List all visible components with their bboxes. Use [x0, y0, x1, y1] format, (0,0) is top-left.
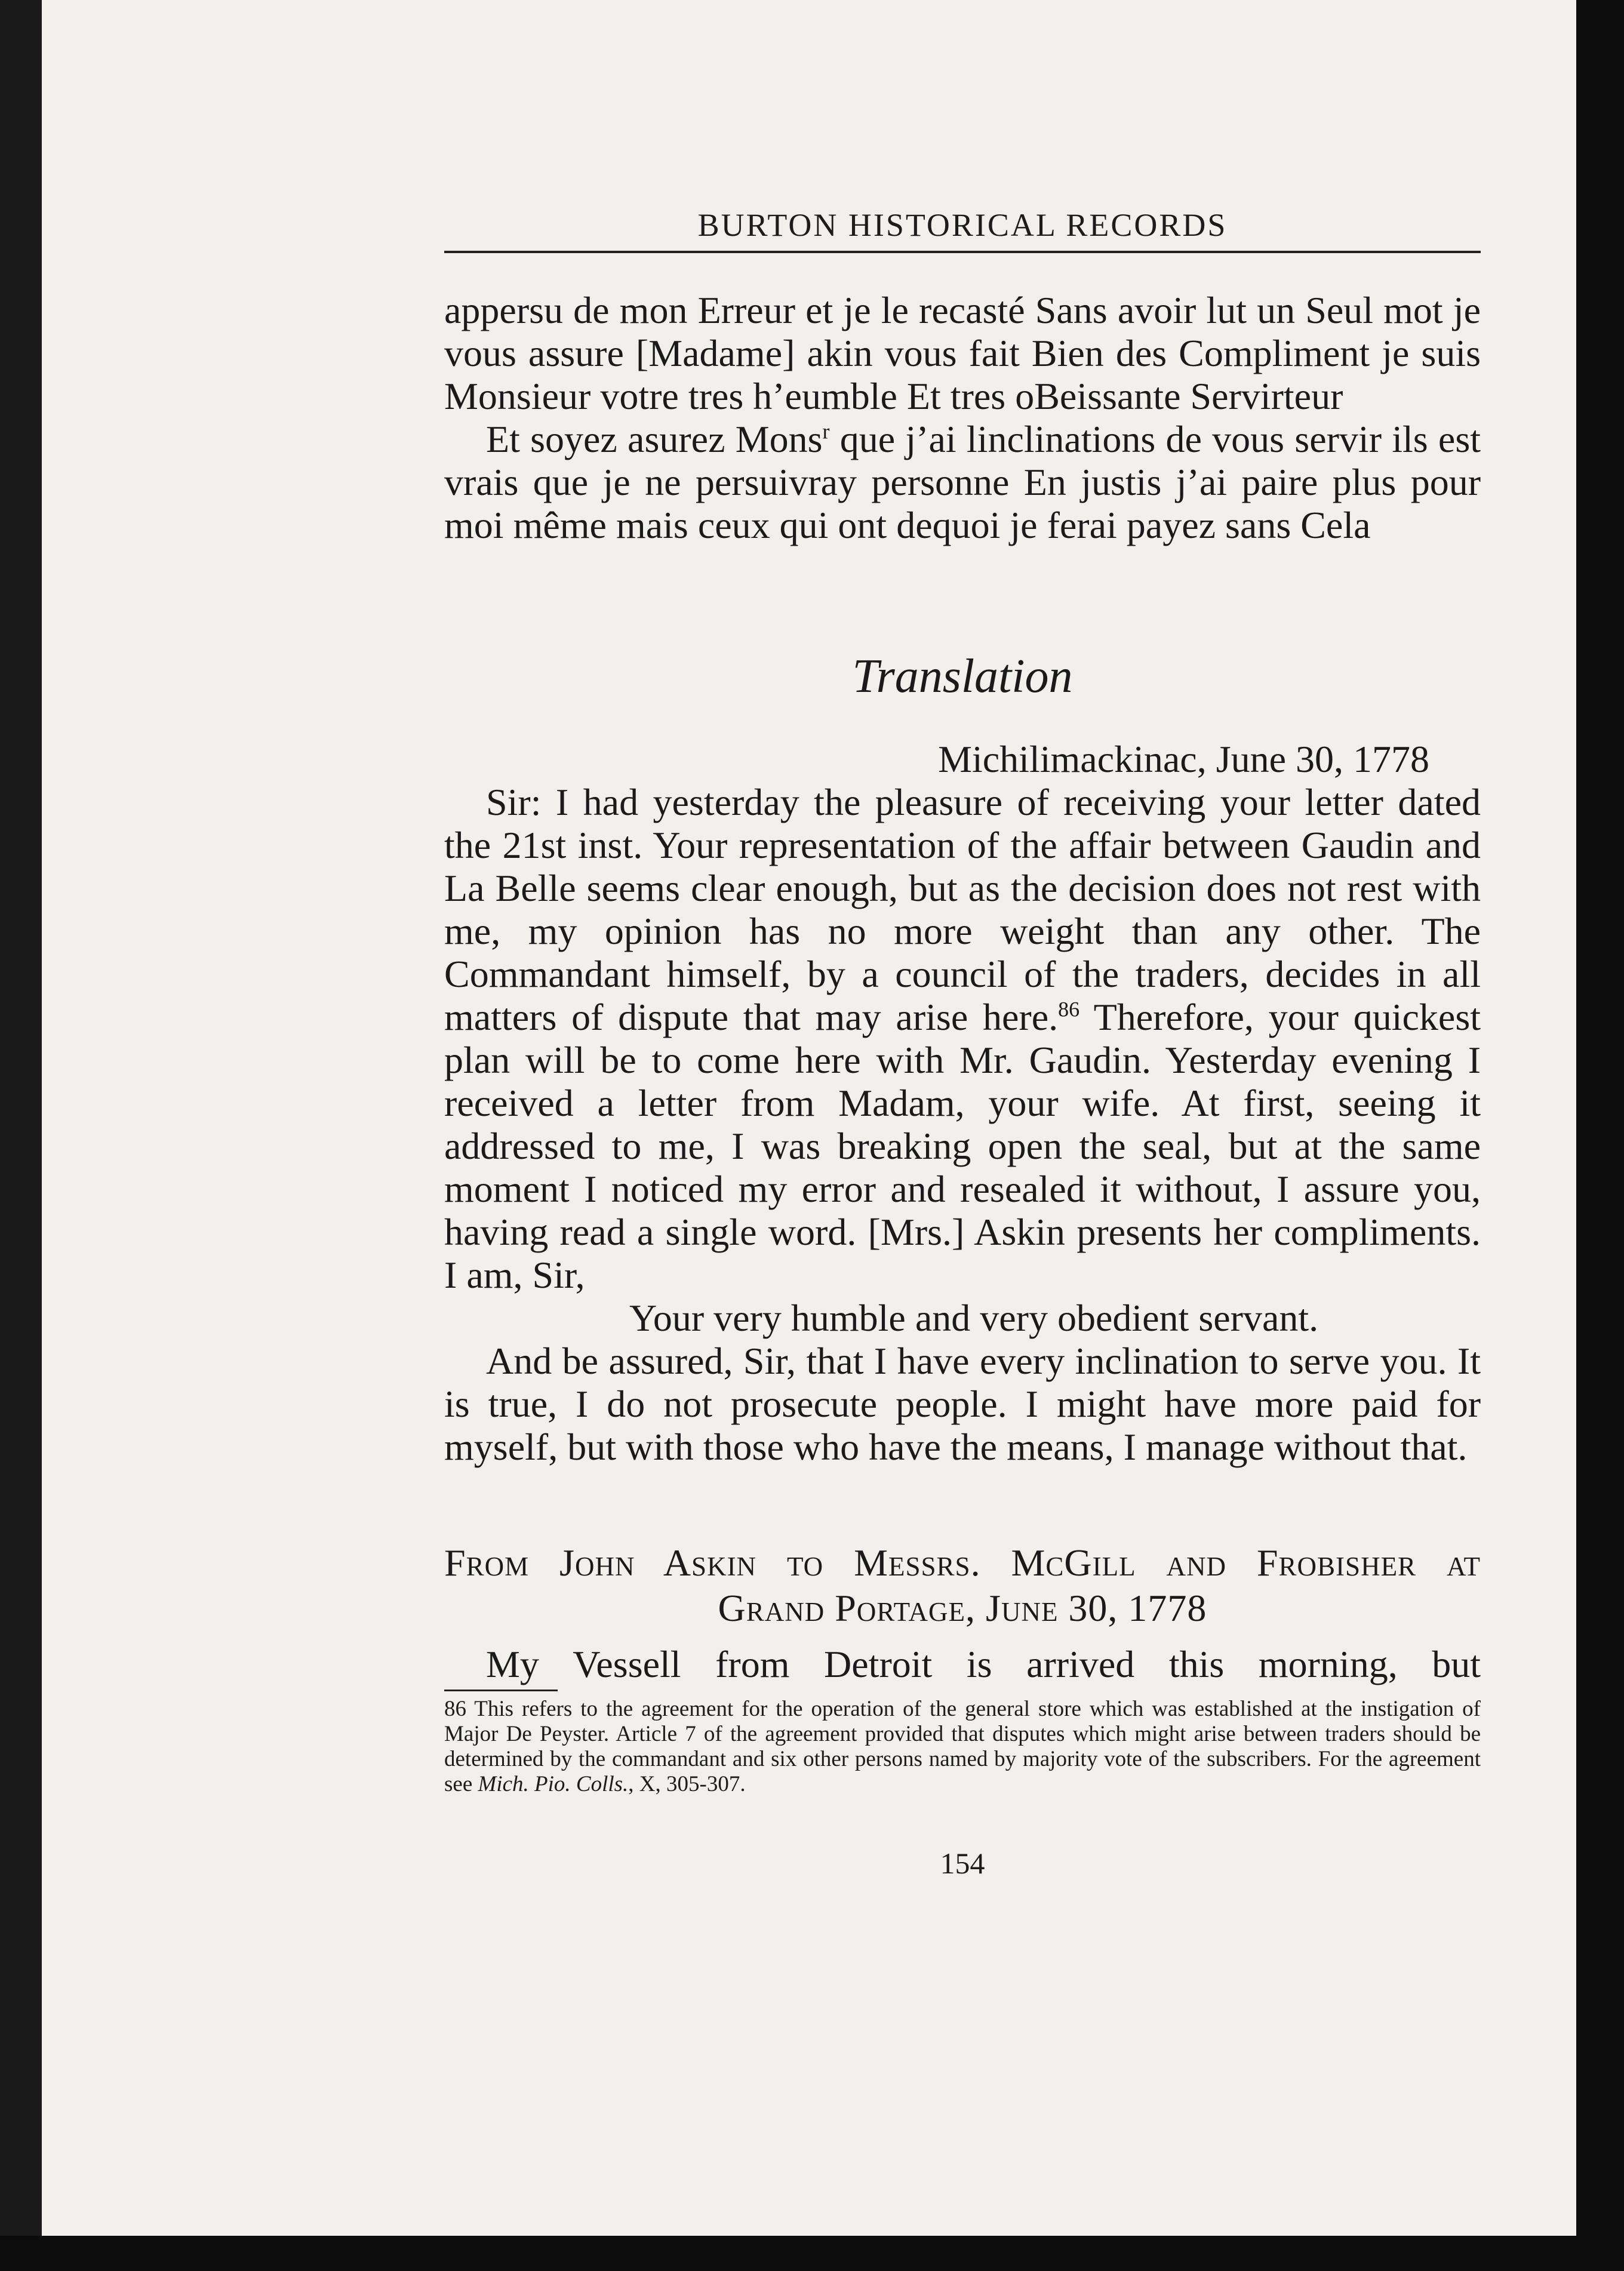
running-head: BURTON HISTORICAL RECORDS	[697, 207, 1228, 243]
footnote-text-b: , X, 305-307.	[628, 1772, 746, 1796]
next-letter-block	[444, 1643, 1481, 1686]
page-number: 154	[940, 1847, 985, 1880]
letter-postscript: And be assured, Sir, that I have every inclination to serve you. It is true, I do not prosecute people. I might have more paid for myself, but with those who have the means, I manage without that.	[444, 1340, 1481, 1468]
footnote-rule	[444, 1690, 558, 1691]
footnote-citation: Mich. Pio. Colls.	[478, 1772, 629, 1796]
letter-body	[444, 781, 1481, 1297]
section-heading-line-2: Grand Portage, June 30, 1778	[718, 1587, 1207, 1629]
french-text-block	[444, 289, 1481, 547]
scan-bottom-border	[0, 2236, 1624, 2271]
scan-right-border	[1576, 0, 1624, 2271]
translation-block	[444, 738, 1481, 1469]
letter-closing: Your very humble and very obedient servant.	[629, 1297, 1319, 1339]
letter-dateline: Michilimackinac, June 30, 1778	[938, 738, 1429, 780]
scan-left-border	[0, 0, 42, 2271]
letter-body-part-b: Therefore, your quickest plan will be to come here with Mr. Gaudin. Yesterday evening I received a letter from Madam, your wife. At first, seeing it addressed to me, I was breaking open the seal, but at the same moment I noticed my error and resealed it without, I assure you, having read a single word. [Mrs.] Askin presents her compliments. I am, Sir,	[444, 996, 1481, 1296]
french-paragraph-2-rest: que j’ai linclinations de vous servir ils est vrais que je ne persuivray personne En justis j’ai paire plus pour moi même mais ceux qui ont dequoi je ferai payez sans Cela	[444, 418, 1481, 546]
footnote-text-a: 86 This refers to the agreement for the operation of the general store which was established at the instigation of Major De Peyster. Article 7 of the agreement provided that disputes which might arise between traders should be determined by the commandant and six other persons named by majority vote of the subscribers. For the agreement see	[444, 1697, 1481, 1796]
letter-body-part-a: Sir: I had yesterday the pleasure of receiving your letter dated the 21st inst. Your representation of the affair between Gaudin and La Belle seems clear enough, but as the decision does not rest with me, my opinion has no more weight than any other. The Commandant himself, by a council of the traders, decides in all matters of dispute that may arise here.	[444, 781, 1481, 1038]
superscript-r: r	[822, 419, 830, 444]
french-paragraph-1: appersu de mon Erreur et je le recasté Sans avoir lut un Seul mot je vous assure [Madame] akin vous fait Bien des Compliment je suis Monsieur votre tres h’eumble Et tres oBeissante Servirteur	[444, 289, 1481, 417]
header-rule	[444, 251, 1481, 253]
next-letter-first-line: My Vessell from Detroit is arrived this morning, but	[486, 1643, 1481, 1685]
section-heading-line-1: From John Askin to Messrs. McGill and Frobisher at	[444, 1541, 1481, 1584]
translation-heading: Translation	[852, 650, 1073, 703]
french-paragraph-2	[444, 418, 1481, 547]
french-paragraph-2-start: Et soyez asurez Mons	[486, 418, 823, 460]
footnote-reference: 86	[1058, 997, 1080, 1021]
footnote-86	[444, 1697, 1481, 1797]
section-heading	[444, 1540, 1481, 1631]
